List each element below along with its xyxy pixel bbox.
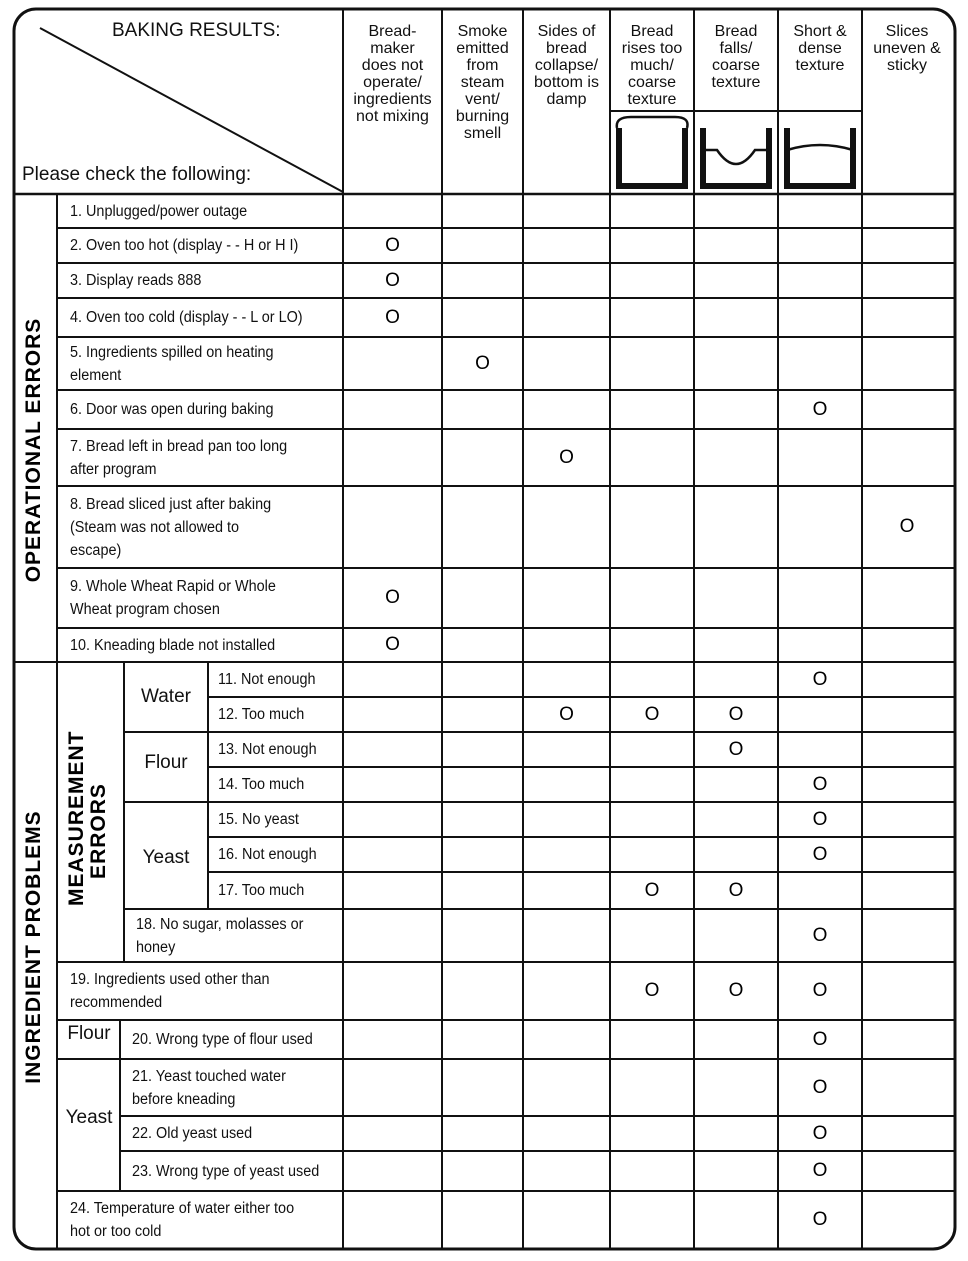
row-label-6: 6. Door was open during baking xyxy=(70,401,274,418)
check-mark: O xyxy=(812,773,828,795)
check-mark: O xyxy=(812,1076,828,1098)
measurement-errors-label: MEASUREMENT ERRORS xyxy=(65,730,110,906)
row-label-22: 22. Old yeast used xyxy=(132,1125,253,1142)
check-following-label: Please check the following: xyxy=(22,164,252,185)
bread-rises-too-much-icon xyxy=(617,117,688,186)
check-mark: O xyxy=(812,843,828,865)
row-label-24: 24. Temperature of water either too hot or too cold xyxy=(70,1200,295,1240)
check-mark: O xyxy=(385,306,400,328)
check-mark: O xyxy=(812,1122,828,1144)
short-dense-bread-icon xyxy=(787,128,853,186)
column-header-3: Sides of bread collapse/ bottom is damp xyxy=(534,23,599,108)
check-mark: O xyxy=(728,980,744,1001)
check-mark: O xyxy=(385,634,400,655)
row-label-15: 15. No yeast xyxy=(218,811,299,828)
check-mark: O xyxy=(475,352,490,374)
row-label-20: 20. Wrong type of flour used xyxy=(132,1031,313,1048)
row-label-18: 18. No sugar, molasses or honey xyxy=(136,915,304,956)
column-header-1: Bread- maker does not operate/ ingredients not mixing xyxy=(353,23,432,125)
check-mark: O xyxy=(644,980,660,1001)
baking-results-title: BAKING RESULTS: xyxy=(112,20,281,41)
check-mark: O xyxy=(644,879,660,901)
row-label-7: 7. Bread left in bread pan too long after program xyxy=(70,437,288,478)
check-mark: O xyxy=(728,879,744,901)
operational-errors-label: OPERATIONAL ERRORS xyxy=(22,317,45,583)
bread-falls-icon xyxy=(703,128,769,186)
check-mark: O xyxy=(812,808,828,830)
check-mark: O xyxy=(559,446,574,468)
column-header-7: Slices uneven & sticky xyxy=(873,23,941,74)
check-mark: O xyxy=(728,738,744,760)
row-label-11: 11. Not enough xyxy=(218,671,316,688)
row-label-5: 5. Ingredients spilled on heating element xyxy=(70,343,274,384)
check-mark: O xyxy=(812,1160,828,1181)
check-mark: O xyxy=(812,1028,828,1050)
check-mark: O xyxy=(385,587,400,608)
row-label-23: 23. Wrong type of yeast used xyxy=(132,1162,320,1180)
row-label-2: 2. Oven too hot (display - - H or H I) xyxy=(70,237,299,254)
check-mark: O xyxy=(385,269,400,291)
check-mark: O xyxy=(812,924,828,946)
row-label-9: 9. Whole Wheat Rapid or Whole Wheat program chosen xyxy=(70,578,276,618)
check-mark: O xyxy=(812,398,828,420)
ingredient-problems-label: INGREDIENT PROBLEMS xyxy=(22,810,45,1084)
check-mark: O xyxy=(812,668,828,690)
yeast-category-label: Yeast xyxy=(65,1107,113,1128)
row-label-1: 1. Unplugged/power outage xyxy=(70,203,248,220)
check-mark: O xyxy=(812,980,828,1001)
row-label-12: 12. Too much xyxy=(218,706,305,723)
column-header-4: Bread rises too much/ coarse texture xyxy=(621,23,683,108)
row-label-16: 16. Not enough xyxy=(218,846,317,863)
row-label-8: 8. Bread sliced just after baking (Steam was not allowed to escape) xyxy=(70,495,272,559)
column-header-5: Bread falls/ coarse texture xyxy=(711,23,761,91)
column-header-6: Short & dense texture xyxy=(793,23,847,74)
row-label-21: 21. Yeast touched water before kneading xyxy=(132,1067,286,1108)
check-mark: O xyxy=(385,234,400,256)
column-header-2: Smoke emitted from steam vent/ burning smell xyxy=(455,23,510,142)
check-mark: O xyxy=(644,703,660,725)
water-group-label: Water xyxy=(141,686,191,707)
flour-category-label: Flour xyxy=(67,1023,111,1044)
check-mark: O xyxy=(559,703,574,725)
check-mark: O xyxy=(899,516,915,537)
row-label-17: 17. Too much xyxy=(218,882,305,899)
row-label-13: 13. Not enough xyxy=(218,741,317,758)
check-mark: O xyxy=(812,1209,828,1230)
row-label-14: 14. Too much xyxy=(218,776,305,793)
row-label-19: 19. Ingredients used other than recommended xyxy=(70,971,270,1011)
row-label-3: 3. Display reads 888 xyxy=(70,272,202,289)
yeast-group-label: Yeast xyxy=(142,847,190,868)
flour-group-label: Flour xyxy=(144,752,188,773)
check-mark: O xyxy=(728,703,744,725)
row-label-10: 10. Kneading blade not installed xyxy=(70,636,276,654)
row-label-4: 4. Oven too cold (display - - L or LO) xyxy=(70,309,303,326)
